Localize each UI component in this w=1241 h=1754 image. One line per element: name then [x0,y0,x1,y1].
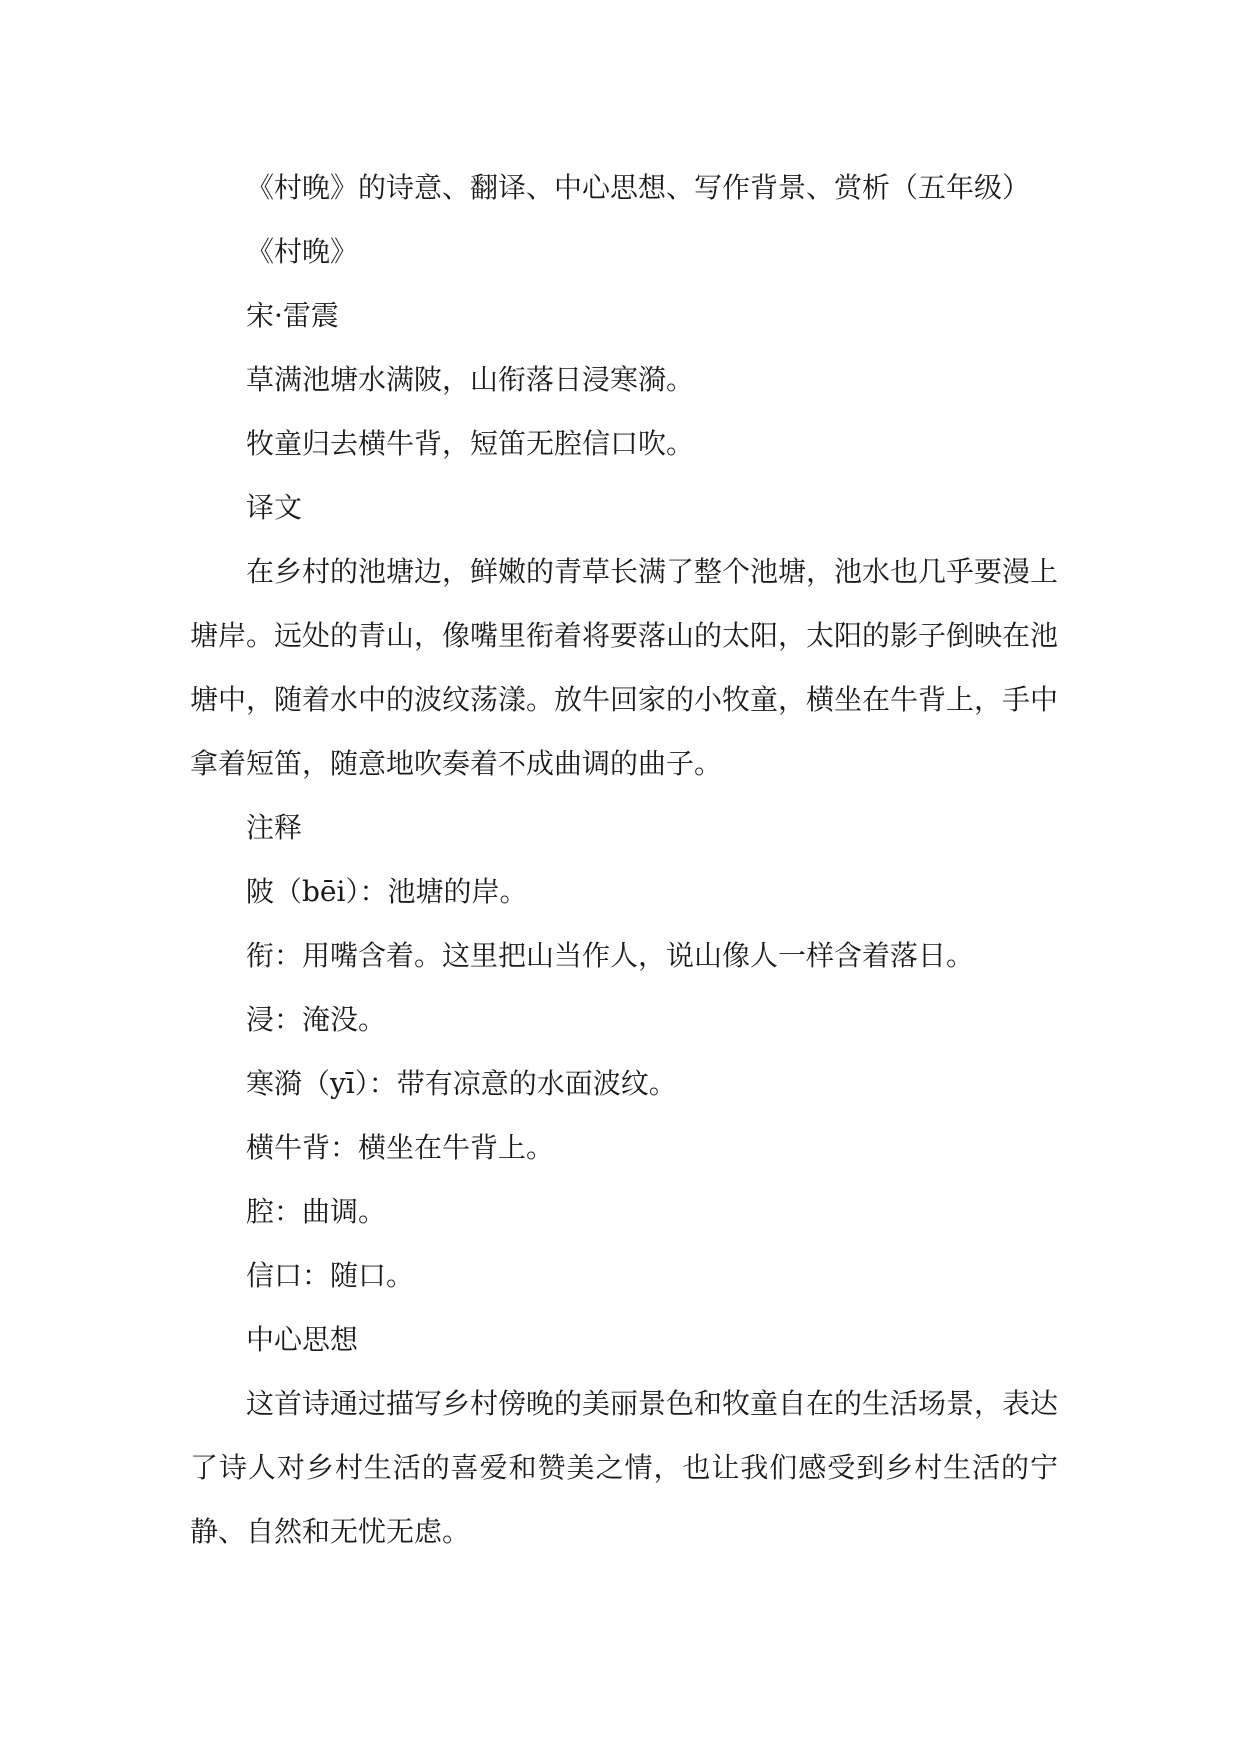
note-item: 陂（bēi）：池塘的岸。 [246,875,528,908]
translation-heading: 译文 [246,491,303,524]
poem-author: 宋·雷震 [246,299,339,332]
document-page [190,156,1058,1564]
poem-title: 《村晚》 [246,235,359,268]
translation-text: 在乡村的池塘边，鲜嫩的青草长满了整个池塘，池水也几乎要漫上塘岸。远处的青山，像嘴里衔着将要落山的太阳，太阳的影子倒映在池塘中，随着水中的波纹荡漾。放牛回家的小牧童，横坐在牛背上，手中拿着短笛，随意地吹奏着不成曲调的曲子。 [190,555,1059,780]
note-item: 衔：用嘴含着。这里把山当作人，说山像人一样含着落日。 [246,939,975,972]
note-item: 浸：淹没。 [246,1003,387,1036]
poem-line: 草满池塘水满陂，山衔落日浸寒漪。 [246,363,695,396]
poem-line: 牧童归去横牛背，短笛无腔信口吹。 [246,427,695,460]
note-item: 腔：曲调。 [246,1195,387,1228]
note-item: 横牛背：横坐在牛背上。 [246,1131,555,1164]
note-item: 寒漪（yī）：带有凉意的水面波纹。 [246,1067,677,1100]
theme-heading: 中心思想 [246,1323,359,1356]
notes-heading: 注释 [246,811,303,844]
document-heading: 《村晚》的诗意、翻译、中心思想、写作背景、赏析（五年级） [246,171,1031,204]
theme-text: 这首诗通过描写乡村傍晚的美丽景色和牧童自在的生活场景，表达了诗人对乡村生活的喜爱和赞美之情，也让我们感受到乡村生活的宁静、自然和无忧无虑。 [190,1387,1059,1548]
note-item: 信口：随口。 [246,1259,415,1292]
